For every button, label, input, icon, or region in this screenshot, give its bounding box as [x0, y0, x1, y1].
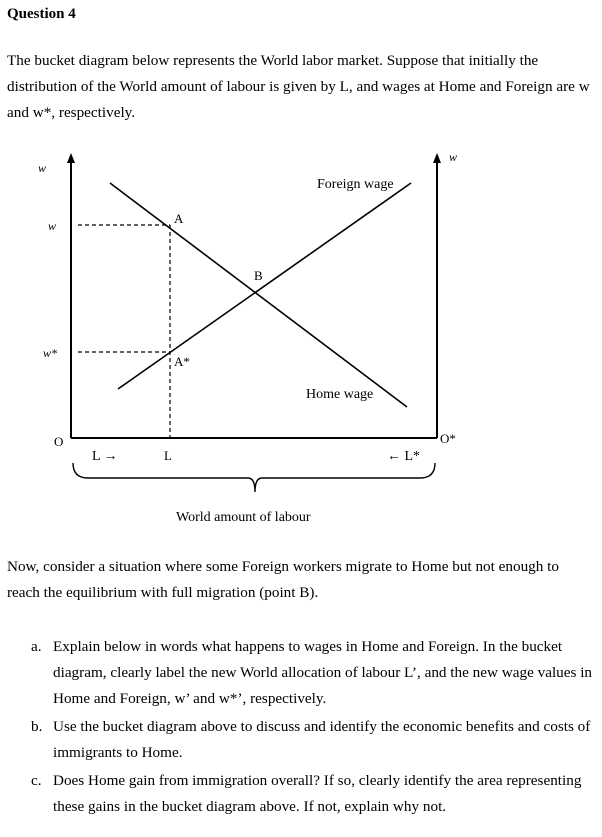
- foreign-wage-curve-label: Foreign wage: [317, 177, 394, 192]
- followup-paragraph: Now, consider a situation where some Foreign workers migrate to Home but not enough to reach the equilibrium with full migration (point B).: [7, 558, 559, 601]
- point-a-label: A: [174, 211, 184, 226]
- right-origin-label: O*: [440, 431, 456, 446]
- home-wage-curve-label: Home wage: [306, 387, 374, 402]
- subquestion-b: [0, 714, 602, 766]
- subquestion-a: [0, 634, 602, 712]
- foreign-wage-tick-label: w*: [43, 346, 58, 360]
- right-axis-label: w: [449, 150, 458, 164]
- subquestion-c: [0, 768, 602, 820]
- subquestion-text: Explain below in words what happens to wages in Home and Foreign. In the bucket diagram, clearly label the new World allocation of labour L’, and the new wage values in Home and Foreign, w’ and w*’, respectively.: [53, 638, 593, 707]
- point-b-label: B: [254, 268, 263, 283]
- subquestion-letter: c.: [31, 772, 42, 789]
- subquestion-letter: a.: [31, 638, 42, 655]
- left-origin-label: O: [54, 434, 64, 449]
- left-axis-arrowhead: [67, 153, 75, 163]
- point-a-star-label: A*: [174, 354, 190, 369]
- subquestion-text: Use the bucket diagram above to discuss and identify the economic benefits and costs of immigrants to Home.: [53, 718, 591, 761]
- subquestion-text: Does Home gain from immigration overall? If so, clearly identify the area representing these gains in the bucket diagram above. If not, explain why not.: [53, 772, 582, 815]
- left-axis-label: w: [38, 161, 47, 175]
- right-axis-arrowhead: [433, 153, 441, 163]
- subquestion-list: [0, 634, 602, 822]
- home-labour-arrow-label: L →: [92, 449, 118, 464]
- world-labour-brace: [73, 463, 435, 492]
- foreign-labour-arrow-label: ← L*: [387, 449, 421, 464]
- brace-caption: World amount of labour: [176, 510, 311, 525]
- question-title: Question 4: [7, 6, 76, 22]
- foreign-wage-curve: [118, 183, 411, 389]
- initial-allocation-label: L: [164, 448, 172, 463]
- subquestion-letter: b.: [31, 718, 43, 735]
- home-wage-tick-label: w: [48, 219, 57, 233]
- question-intro: The bucket diagram below represents the World labor market. Suppose that initially the distribution of the World amount of labour is given by L, and wages at Home and Foreign are w and w*, respectively.: [7, 52, 590, 121]
